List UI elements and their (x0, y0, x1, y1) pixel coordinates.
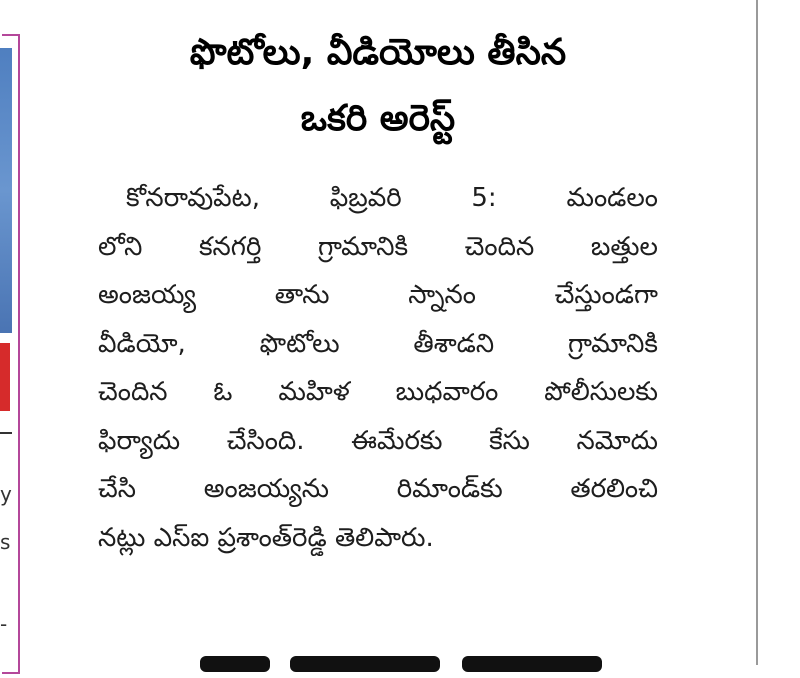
body-line: అంజయ్య తాను స్నానం చేస్తుండగా (98, 280, 658, 310)
body-line: చేసి అంజయ్యను రిమాండ్‌కు తరలించి (98, 474, 658, 504)
adjacent-column-fragment (0, 0, 30, 665)
body-line: వీడియో, ఫొటోలు తీశాడని గ్రామానికి (98, 328, 658, 359)
body-line: చెందిన ఓ మహిళ బుధవారం పోలీసులకు (98, 377, 658, 407)
news-article (98, 20, 658, 562)
body-line: ఫిర్యాదు చేసింది. ఈమేరకు కేసు నమోదు (98, 425, 658, 456)
column-divider (756, 0, 758, 665)
article-body (98, 174, 658, 562)
adjacent-dash (0, 432, 12, 434)
adjacent-text-fragment: - (0, 612, 8, 636)
body-line: నట్లు ఎస్ఐ ప్రశాంత్‌రెడ్డి తెలిపారు. (98, 522, 434, 553)
body-line: లోని కనగర్తి గ్రామానికి చెందిన బత్తుల (98, 231, 658, 262)
body-line: కోనరావుపేట, ఫిబ్రవరి 5: మండలం (126, 183, 658, 213)
adjacent-text-fragment: y (0, 482, 12, 506)
adjacent-photo (0, 48, 12, 333)
adjacent-text-fragment: s (0, 530, 11, 554)
article-headline (98, 20, 658, 152)
next-article-headline-cropped (200, 638, 620, 678)
headline-line-2: ఒకరి అరెస్ట్ (300, 98, 456, 139)
adjacent-red-banner (0, 343, 10, 411)
headline-line-1: ఫొటోలు, వీడియోలు తీసిన (189, 32, 567, 73)
